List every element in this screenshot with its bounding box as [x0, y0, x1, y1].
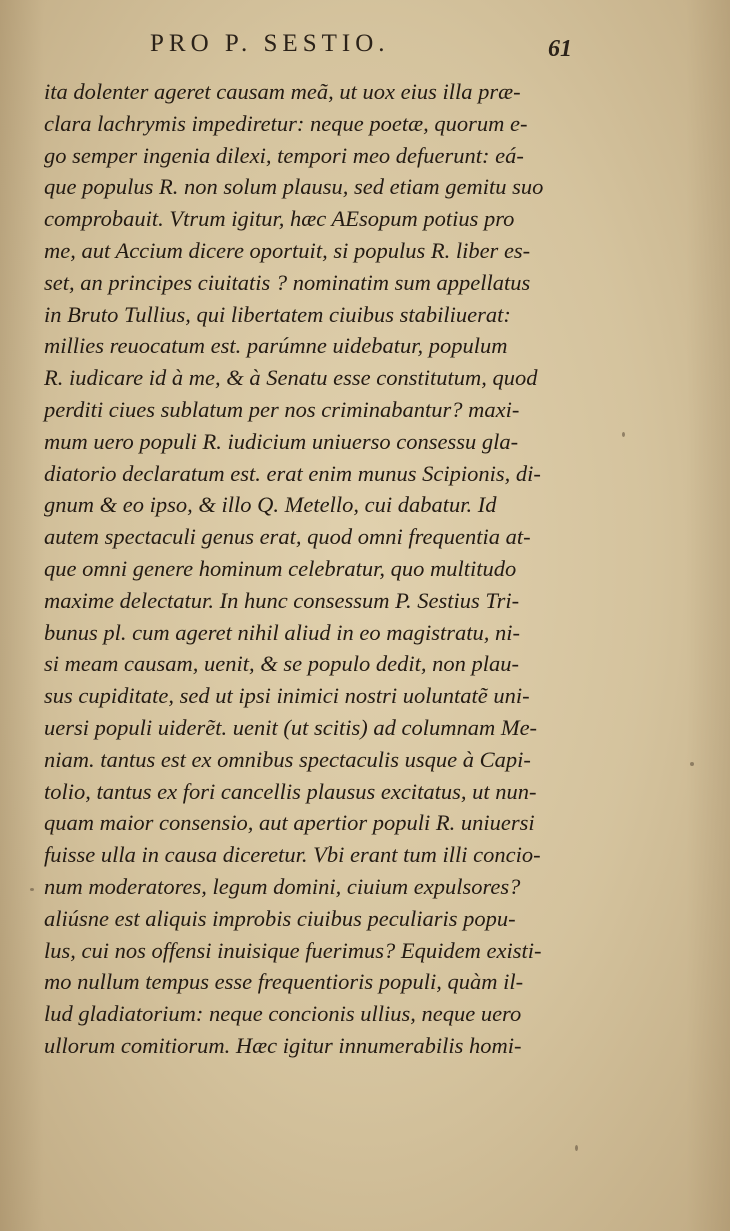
- text-line: mo nullum tempus esse frequentioris populi, quàm il-: [44, 969, 524, 995]
- body-text: [44, 76, 574, 1062]
- text-line: que omni genere hominum celebratur, quo multitudo: [44, 555, 517, 581]
- text-line: set, an principes ciuitatis ? nominatim sum appellatus: [44, 269, 531, 295]
- text-line: lus, cui nos offensi inuisique fuerimus? Equidem existi-: [44, 937, 542, 963]
- text-line: millies reuocatum est. parúmne uidebatur, populum: [44, 333, 508, 359]
- page-number: 61: [548, 36, 572, 62]
- text-line: bunus pl. cum ageret nihil aliud in eo magistratu, ni-: [44, 619, 521, 645]
- ink-speck: [622, 432, 625, 437]
- text-line: mum uero populi R. iudicium uniuerso consessu gla-: [44, 428, 519, 454]
- text-line: me, aut Accium dicere oportuit, si populus R. liber es-: [44, 237, 531, 263]
- text-line: fuisse ulla in causa diceretur. Vbi erant tum illi concio-: [44, 842, 541, 868]
- text-line: ita dolenter ageret causam meã, ut uox eius illa præ-: [44, 79, 521, 104]
- text-line: ullorum comitiorum. Hæc igitur innumerabilis homi-: [44, 1032, 522, 1058]
- text-line: go semper ingenia dilexi, tempori meo defuerunt: eá-: [44, 142, 524, 168]
- text-line: gnum & eo ipso, & illo Q. Metello, cui dabatur. Id: [44, 492, 497, 518]
- text-line: que populus R. non solum plausu, sed etiam gemitu suo: [44, 174, 544, 200]
- text-line: tolio, tantus ex fori cancellis plausus excitatus, ut nun-: [44, 778, 537, 804]
- text-line: clara lachrymis impediretur: neque poetæ, quorum e-: [44, 110, 528, 136]
- text-line: lud gladiatorium: neque concionis ullius, neque uero: [44, 1001, 522, 1027]
- text-line: num moderatores, legum domini, ciuium expulsores?: [44, 873, 521, 899]
- text-line: autem spectaculi genus erat, quod omni frequentia at-: [44, 524, 531, 550]
- text-line: R. iudicare id à me, & à Senatu esse constitutum, quod: [44, 365, 538, 391]
- text-line: sus cupiditate, sed ut ipsi inimici nostri uoluntatẽ uni-: [44, 683, 530, 709]
- text-line: niam. tantus est ex omnibus spectaculis usque à Capi-: [44, 746, 531, 772]
- text-line: diatorio declaratum est. erat enim munus Scipionis, di-: [44, 460, 541, 486]
- text-line: comprobauit. Vtrum igitur, hæc AEsopum potius pro: [44, 206, 515, 232]
- text-line: in Bruto Tullius, qui libertatem ciuibus stabiliuerat:: [44, 301, 511, 327]
- ink-speck: [690, 762, 694, 766]
- text-line: quam maior consensio, aut apertior populi R. uniuersi: [44, 810, 535, 836]
- text-line: uersi populi uiderẽt. uenit (ut scitis) ad columnam Me-: [44, 714, 538, 740]
- text-line: perditi ciues sublatum per nos criminabantur? maxi-: [44, 396, 520, 422]
- ink-speck: [575, 1145, 578, 1151]
- text-line: si meam causam, uenit, & se populo dedit, non plau-: [44, 651, 519, 677]
- running-title: PRO P. SESTIO.: [150, 30, 390, 57]
- text-line: maxime delectatur. In hunc consessum P. Sestius Tri-: [44, 587, 520, 613]
- ink-speck: [30, 888, 34, 891]
- text-line: aliúsne est aliquis improbis ciuibus peculiaris popu-: [44, 905, 516, 931]
